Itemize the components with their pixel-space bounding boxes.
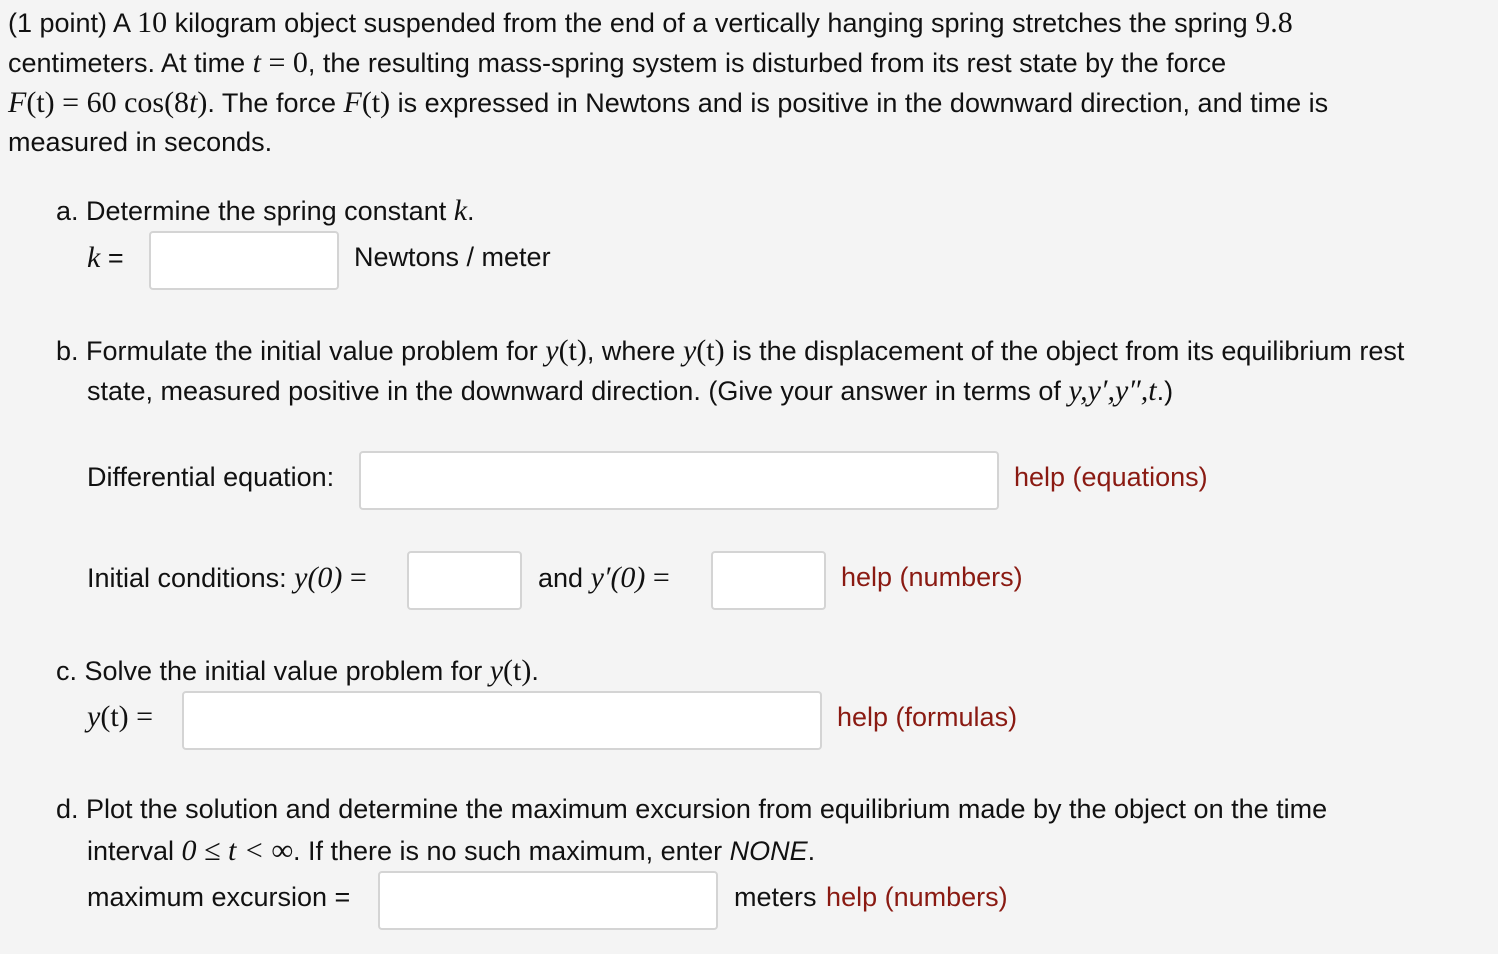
y0-input[interactable]: [407, 551, 522, 610]
part-a-prompt: a. Determine the spring constant k.: [56, 194, 475, 227]
spring-constant-input[interactable]: [149, 231, 339, 290]
solution-input[interactable]: [182, 691, 822, 750]
help-numbers-link-initial[interactable]: help (numbers): [841, 562, 1023, 592]
problem-statement-line-2: centimeters. At time t = 0, the resulting mass-spring system is disturbed from its rest state by the force: [8, 46, 1227, 79]
problem-statement-line-1: (1 point) A 10 kilogram object suspended from the end of a vertically hanging spring stretches the spring 9.8: [8, 6, 1293, 39]
help-formulas-link[interactable]: help (formulas): [837, 702, 1018, 732]
part-b-prompt-line-2: state, measured positive in the downward direction. (Give your answer in terms of y,y′,y″,t.): [87, 374, 1174, 407]
max-excursion-units: meters help (numbers): [734, 882, 1008, 912]
yprime0-label: and y′(0) =: [538, 561, 670, 594]
problem-statement-line-3: F(t) = 60 cos(8t). The force F(t) is expressed in Newtons and is positive in the downward direction, and time is: [8, 86, 1329, 119]
help-equations-link[interactable]: help (equations): [1014, 462, 1208, 492]
help-numbers-link-excursion[interactable]: help (numbers): [826, 882, 1008, 912]
mass-value: 10: [137, 6, 168, 39]
differential-equation-input[interactable]: [359, 451, 999, 510]
part-d-prompt-line-1: d. Plot the solution and determine the maximum excursion from equilibrium made by the object on the time: [56, 794, 1328, 824]
y-of-t-label: y(t) =: [87, 700, 154, 733]
maximum-excursion-input[interactable]: [378, 871, 718, 930]
problem-statement-line-4: measured in seconds.: [8, 127, 273, 157]
initial-conditions-label: Initial conditions: y(0) =: [87, 561, 367, 594]
part-d-prompt-line-2: interval 0 ≤ t < ∞. If there is no such maximum, enter NONE.: [87, 834, 816, 867]
part-b-prompt-line-1: b. Formulate the initial value problem for y(t), where y(t) is the displacement of the object from its equilibrium rest: [56, 334, 1405, 367]
differential-equation-label: Differential equation:: [87, 462, 335, 492]
k-units: Newtons / meter: [354, 242, 551, 272]
maximum-excursion-label: maximum excursion =: [87, 882, 351, 912]
k-label: k =: [87, 241, 124, 274]
yprime0-input[interactable]: [711, 551, 826, 610]
part-c-prompt: c. Solve the initial value problem for y(t).: [56, 654, 539, 687]
stretch-value: 9.8: [1255, 6, 1293, 39]
